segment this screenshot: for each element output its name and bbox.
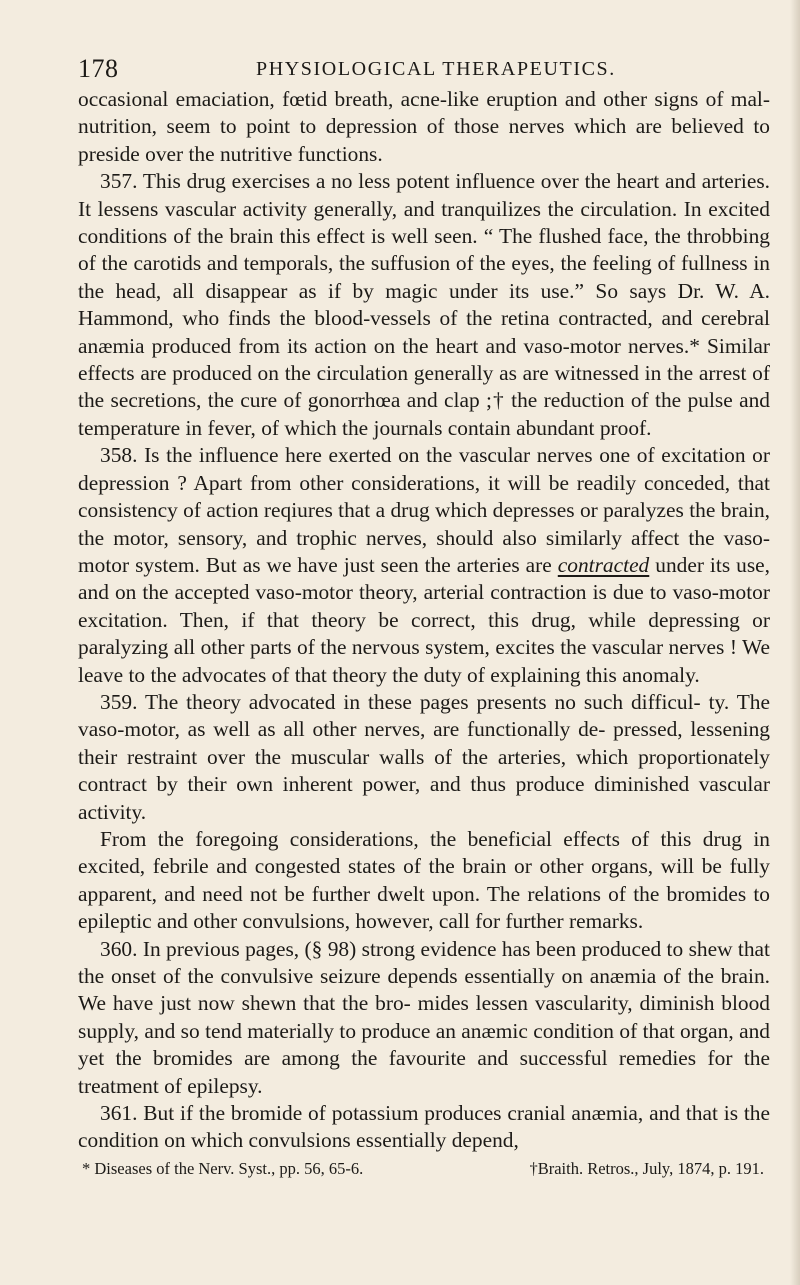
footnote-1: * Diseases of the Nerv. Syst., pp. 56, 65-6. <box>82 1158 364 1178</box>
page-header <box>78 44 770 83</box>
paragraph-358 <box>78 442 770 689</box>
paragraph-359: 359. The theory advocated in these pages presents no such difficul- ty. The vaso-motor, as well as all other nerves, are functionally de- pressed, lessening their restraint over the muscular walls of the arteries, which proportionately contract by their own inherent power, and thus produce diminished vascular activity. <box>78 689 770 824</box>
paragraph-360: 360. In previous pages, (§ 98) strong evidence has been produced to shew that the onset of the convulsive seizure depends essentially on anæmia of the brain. We have just now shewn that the bro- mides lessen vascularity, diminish blood supply, and so tend materially to produce an anæmic condition of that organ, and yet the bromides are among the favourite and successful remedies for the treatment of epilepsy. <box>78 936 770 1098</box>
footnotes <box>78 1159 770 1179</box>
page-edge-shadow <box>790 0 800 1285</box>
book-page <box>78 44 770 1179</box>
paragraph-358-part-1: 358. Is the influence here exerted on the vascular nerves one of excitation or depression ? Apart from other considerations, it will be readily conceded, that consistency of action reqiures that a drug which depresses or paralyzes the brain, the motor, sensory, and trophic nerves, should also similarly affect the vaso-motor system. But as we have just seen the arteries are <box>78 443 770 577</box>
paragraph-357: 357. This drug exercises a no less potent influence over the heart and arteries. It lessens vascular activity generally, and tranquilizes the circulation. In excited conditions of the brain this effect is well seen. “ The flushed face, the throbbing of the carotids and temporals, the suffusion of the eyes, the feeling of fullness in the head, all disappear as if by magic under its use.” So says Dr. W. A. Hammond, who finds the blood-vessels of the retina contracted, and cerebral anæmia produced from its action on the heart and vaso-motor nerves.* Similar effects are produced on the circulation generally as are witnessed in the arrest of the secretions, the cure of gonorrhœa and clap ;† the reduction of the pulse and temperature in fever, of which the journals contain abundant proof. <box>78 169 770 440</box>
page-number: 178 <box>78 54 119 83</box>
paragraph-continuation: occasional emaciation, fœtid breath, acne-like eruption and other signs of mal-nutrition, seem to point to depression of those nerves which are believed to preside over the nutritive functions. <box>78 87 770 166</box>
body-text <box>78 86 770 1155</box>
paragraph-361: 361. But if the bromide of potassium produces cranial anæmia, and that is the condition on which convulsions essentially depend, <box>78 1101 770 1153</box>
paragraph-358-part-2: under its use, and on the accepted vaso-motor theory, arterial contraction is due to vaso-motor excitation. Then, if that theory be correct, this drug, while depressing or paralyzing all other parts of the nervous system, excites the vascular nerves ! We leave to the advocates of that theory the duty of explaining this anomaly. <box>78 552 770 687</box>
footnote-2: †Braith. Retros., July, 1874, p. 191. <box>529 1158 764 1178</box>
running-head: PHYSIOLOGICAL THERAPEUTICS. <box>256 58 616 80</box>
emphasis-contracted: contracted <box>557 552 650 577</box>
paragraph-foregoing: From the foregoing considerations, the beneficial effects of this drug in excited, febrile and congested states of the brain or other organs, will be fully apparent, and need not be further dwelt upon. The relations of the bromides to epileptic and other convulsions, however, call for further remarks. <box>78 826 770 934</box>
